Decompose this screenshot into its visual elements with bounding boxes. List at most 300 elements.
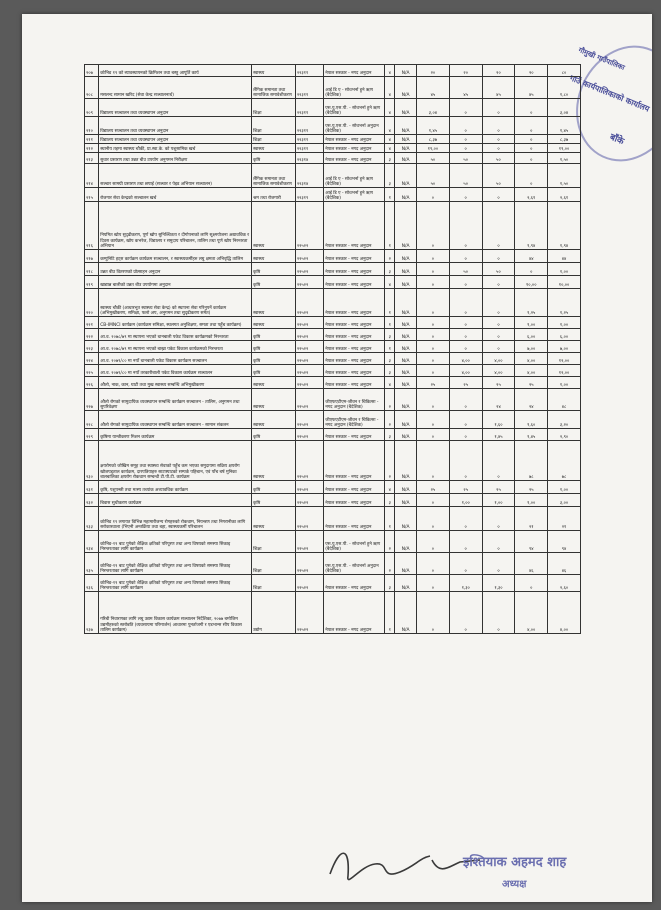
cell-sector: शिक्षा: [252, 531, 296, 553]
cell-total: ८०: [548, 65, 581, 77]
cell-q3: १,४५: [515, 429, 548, 441]
table-row: [85, 553, 581, 575]
cell-source: नेपाल सरकार - नगद अनुदान: [324, 365, 385, 377]
cell-sector: कृषि: [252, 481, 296, 494]
cell-code: २२५२२: [295, 263, 323, 276]
cell-sector: स्वास्थ्य: [252, 507, 296, 531]
cell-q: ४: [385, 99, 395, 117]
table-row: [85, 494, 581, 507]
cell-sn: २३६: [85, 575, 99, 592]
cell-q1: २५: [449, 377, 482, 389]
cell-q: २: [385, 531, 395, 553]
cell-sector: स्वास्थ्य: [252, 411, 296, 429]
table-row: [85, 144, 581, 153]
cell-q3: १,९४: [515, 202, 548, 250]
cell-unit: N/A: [395, 164, 417, 188]
cell-q: ४: [385, 377, 395, 389]
cell-q1: १,००: [449, 494, 482, 507]
cell-t: ०: [417, 507, 450, 531]
cell-unit: N/A: [395, 289, 417, 317]
cell-source: नेपाल सरकार - नगद अनुदान: [324, 276, 385, 289]
cell-t: ०: [417, 365, 450, 377]
cell-unit: N/A: [395, 411, 417, 429]
cell-q2: ०: [482, 341, 515, 353]
cell-total: २,९०: [548, 429, 581, 441]
cell-q3: १,६०: [515, 411, 548, 429]
cell-q1: ०: [449, 99, 482, 117]
cell-sn: २०८: [85, 77, 99, 99]
table-row: [85, 276, 581, 289]
cell-source: नेपाल सरकार - नगद अनुदान: [324, 329, 385, 341]
cell-sn: २३४: [85, 531, 99, 553]
cell-activity: स्वास्थ्य चौकी (आधारभूत स्वास्थ्य सेवा केन्द्र) को स्थापना सेवा गरिनुपर्ने कार्यक्रम (अभिमुखीकरण, समिक्षा, फलो अप, अनुगमन तथा सुदृढीकरण समेत): [99, 289, 252, 317]
cell-q3: ०: [515, 575, 548, 592]
cell-q1: ४,००: [449, 365, 482, 377]
cell-source: एस.यु.एस.पी. - सोधभर्ना अनुदान (बैदेशिक): [324, 553, 385, 575]
cell-total: ४८: [548, 389, 581, 411]
cell-code: २२३११: [295, 144, 323, 153]
seal-text-1: गौमुखी गाउँपालिका: [577, 45, 627, 72]
cell-code: २२५२२: [295, 353, 323, 365]
cell-q2: ०: [482, 329, 515, 341]
cell-sn: २११: [85, 135, 99, 144]
cell-total: ४४: [548, 250, 581, 263]
cell-q1: ०: [449, 329, 482, 341]
cell-q2: ०: [482, 250, 515, 263]
cell-code: २२५२२: [295, 481, 323, 494]
cell-t: ३,०४: [417, 99, 450, 117]
cell-code: २२५२२: [295, 531, 323, 553]
cell-q2: २४: [482, 389, 515, 411]
cell-q: २: [385, 250, 395, 263]
cell-t: ०: [417, 592, 450, 634]
cell-unit: N/A: [395, 329, 417, 341]
cell-q1: ०: [449, 289, 482, 317]
cell-q: २: [385, 389, 395, 411]
cell-q: ३: [385, 494, 395, 507]
cell-q: १: [385, 188, 395, 202]
cell-q1: ०: [449, 202, 482, 250]
cell-q3: ४,००: [515, 353, 548, 365]
cell-q3: १,००: [515, 494, 548, 507]
cell-unit: N/A: [395, 353, 417, 365]
cell-sector: श्रम तथा रोजगारी: [252, 188, 296, 202]
cell-sn: २१२: [85, 144, 99, 153]
cell-code: २२३११: [295, 135, 323, 144]
cell-sector: शिक्षा: [252, 135, 296, 144]
cell-q3: २१: [515, 507, 548, 531]
cell-q2: ५०: [482, 263, 515, 276]
cell-sector: कृषि: [252, 276, 296, 289]
cell-unit: N/A: [395, 65, 417, 77]
cell-total: १२,००: [548, 353, 581, 365]
cell-total: २१: [548, 507, 581, 531]
cell-q3: ७,००: [515, 341, 548, 353]
cell-activity: आ.व. २०७९/८० मा नयाँ तरकारीबाली पकेट विकास कार्यक्रम सञ्चालन: [99, 365, 252, 377]
cell-sn: २२८: [85, 411, 99, 429]
cell-q3: ९४: [515, 531, 548, 553]
cell-q3: १,००: [515, 317, 548, 329]
cell-activity: बिवास सुधीकरण कार्यक्रम: [99, 494, 252, 507]
cell-total: ६,००: [548, 329, 581, 341]
cell-q1: ०: [449, 531, 482, 553]
cell-sn: २२१: [85, 317, 99, 329]
cell-source: नेपाल सरकार - नगद अनुदान: [324, 135, 385, 144]
cell-t: ०: [417, 341, 450, 353]
cell-sn: २२३: [85, 341, 99, 353]
cell-q: ३: [385, 353, 395, 365]
cell-q2: ०: [482, 144, 515, 153]
cell-q2: ५०: [482, 164, 515, 188]
cell-sn: २२४: [85, 353, 99, 365]
cell-t: ०: [417, 531, 450, 553]
cell-activity: CB-IMNCI कार्यक्रम (कार्यक्रम समिक्षा, स्थलगत अनुशिक्षण, समता तथा पहुँच कार्यक्रम): [99, 317, 252, 329]
cell-q: १: [385, 317, 395, 329]
cell-q1: ५०: [449, 263, 482, 276]
table-row: [85, 135, 581, 144]
cell-t: ०: [417, 188, 450, 202]
cell-q1: ०: [449, 441, 482, 481]
cell-q: ४: [385, 144, 395, 153]
cell-code: २२३१४: [295, 153, 323, 164]
cell-q: २: [385, 441, 395, 481]
cell-q2: ०: [482, 276, 515, 289]
cell-q3: २५: [515, 377, 548, 389]
cell-q1: ०: [449, 276, 482, 289]
cell-activity: सञ्चार सामग्री प्रसारण तथा छपाई (सञ्चार र पेइड अभियान सञ्चालन): [99, 164, 252, 188]
cell-unit: N/A: [395, 77, 417, 99]
table-row: [85, 317, 581, 329]
cell-t: ०: [417, 353, 450, 365]
table-row: [85, 329, 581, 341]
cell-t: २०: [417, 65, 450, 77]
cell-activity: रोजगार सेवा केन्द्रको सञ्चालन खर्च: [99, 188, 252, 202]
cell-sector: स्वास्थ्य: [252, 389, 296, 411]
cell-t: २५: [417, 481, 450, 494]
cell-source: नेपाल सरकार - नगद अनुदान: [324, 263, 385, 276]
cell-total: ८,३७: [548, 135, 581, 144]
cell-source: जीएफएटीएम-जीवन र चिकित्सा - नगद अनुदान (बैदेशिक): [324, 411, 385, 429]
table-row: [85, 531, 581, 553]
cell-q: ३: [385, 575, 395, 592]
cell-t: ०: [417, 250, 450, 263]
cell-q1: ०: [449, 188, 482, 202]
cell-sector: स्वास्थ्य: [252, 250, 296, 263]
cell-sn: २२०: [85, 289, 99, 317]
cell-activity: कोभिड १९ को ब्यावस्थापनको क्रिमिशन तथा बस्तु आपूर्ति कार्य: [99, 65, 252, 77]
cell-q3: ०: [515, 135, 548, 144]
cell-source: नेपाल सरकार - नगद अनुदान: [324, 441, 385, 481]
cell-total: २,६१: [548, 188, 581, 202]
table-row: [85, 441, 581, 481]
cell-t: ४५: [417, 77, 450, 99]
cell-code: २२५२२: [295, 494, 323, 507]
table-row: [85, 65, 581, 77]
cell-unit: N/A: [395, 263, 417, 276]
cell-t: १,४५: [417, 117, 450, 135]
cell-sn: २१७: [85, 250, 99, 263]
cell-q3: ०: [515, 144, 548, 153]
cell-t: ०: [417, 289, 450, 317]
cell-q3: २५: [515, 481, 548, 494]
cell-sector: कृषि: [252, 429, 296, 441]
cell-activity: कम्युनिटि हट्स कार्यक्रम कार्यक्रम सञ्चालन, र स्वास्थ्यकर्मीहरु लघु क्षमता अभिवृद्धि तालिम: [99, 250, 252, 263]
cell-q2: ०: [482, 507, 515, 531]
cell-t: ५०: [417, 153, 450, 164]
cell-unit: N/A: [395, 341, 417, 353]
table-row: [85, 575, 581, 592]
cell-source: नेपाल सरकार - नगद अनुदान: [324, 65, 385, 77]
cell-activity: क्षयरोगको जोखिम समूह तथा स्वास्थ्य सेवाको पहुँच कम भएका समुदायमा सक्रिय क्षयरोग खोजपड्ताल कार्यक्रम, दारपत्रियाहरु साटफ्याटको सम्पर्क पहिचान, एवं पाँच बर्ष मुनिका बालबालिका क्षयरोग रोकथाम सम्बन्धी टी.पी.टी. कार्यक्रम: [99, 441, 252, 481]
cell-unit: N/A: [395, 188, 417, 202]
cell-source: आई डि ए - सोधभर्ना हुने ऋण (बैदेशिक): [324, 188, 385, 202]
cell-sector: लैंगिक समानता तथा सामाजिक समावेशीकरण: [252, 164, 296, 188]
cell-q2: ४५: [482, 77, 515, 99]
cell-sn: २०७: [85, 65, 99, 77]
table-row: [85, 188, 581, 202]
cell-source: एस.यु.एस.पी. - सोधभर्ना हुने ऋण (बैदेशिक): [324, 531, 385, 553]
cell-t: ०: [417, 553, 450, 575]
cell-activity: खाद्यान्न बालीको उन्नत बीउ उपयोगमा अनुदान: [99, 276, 252, 289]
cell-sn: २२२: [85, 329, 99, 341]
cell-q: ४: [385, 481, 395, 494]
cell-q3: २४: [515, 389, 548, 411]
cell-q: १: [385, 202, 395, 250]
table-row: [85, 99, 581, 117]
cell-q1: ०: [449, 144, 482, 153]
cell-source: नेपाल सरकार - नगद अनुदान: [324, 494, 385, 507]
cell-t: ०: [417, 329, 450, 341]
cell-activity: सुधार प्रसारण तथा उन्नत बीउ उपयोग अनुगमन निरीक्षण: [99, 153, 252, 164]
cell-q2: ०: [482, 99, 515, 117]
cell-source: आई डि ए - सोधभर्ना हुने ऋण (बैदेशिक): [324, 164, 385, 188]
cell-q1: २०: [449, 65, 482, 77]
cell-unit: N/A: [395, 377, 417, 389]
budget-table: [84, 64, 581, 634]
cell-sector: शिक्षा: [252, 575, 296, 592]
cell-unit: N/A: [395, 429, 417, 441]
cell-t: ०: [417, 575, 450, 592]
cell-t: ०: [417, 202, 450, 250]
cell-q2: ०: [482, 531, 515, 553]
cell-code: २२३११: [295, 65, 323, 77]
cell-source: नेपाल सरकार - नगद अनुदान: [324, 289, 385, 317]
table-row: [85, 263, 581, 276]
cell-activity: उन्नत बीउ वितरणको प्रोत्साहन अनुदान: [99, 263, 252, 276]
cell-sector: कृषि: [252, 365, 296, 377]
cell-sector: कृषि: [252, 153, 296, 164]
cell-code: २२५२२: [295, 365, 323, 377]
cell-activity: कोभिड-१९ बाट पुगेको शैक्षिक क्षतिको परिपूरण तथा अन्य विषयको समस्या सिकाइ निरन्तरताका लागि कार्यक्रम: [99, 575, 252, 592]
cell-unit: N/A: [395, 153, 417, 164]
cell-source: आई डि ए - सोधभर्ना हुने ऋण (बैदेशिक): [324, 77, 385, 99]
cell-q1: ०: [449, 135, 482, 144]
cell-total: १,८०: [548, 77, 581, 99]
cell-q3: २०: [515, 65, 548, 77]
cell-q: ४: [385, 117, 395, 135]
cell-unit: N/A: [395, 250, 417, 263]
table-row: [85, 250, 581, 263]
cell-total: १,००: [548, 377, 581, 389]
table-row: [85, 389, 581, 411]
cell-sector: कृषि: [252, 329, 296, 341]
cell-activity: कोभिड-१९ बाट पुगेको शैक्षिक क्षतिको परिपूरण तथा अन्य विषयको समस्या सिकाइ निरन्तरताका लागि कार्यक्रम: [99, 531, 252, 553]
cell-unit: N/A: [395, 481, 417, 494]
cell-source: एस.यु.एस.पी. - सोधभर्ना अनुदान (बैदेशिक): [324, 117, 385, 135]
cell-q2: ४,००: [482, 365, 515, 377]
cell-sector: शिक्षा: [252, 553, 296, 575]
cell-unit: N/A: [395, 317, 417, 329]
cell-sn: २१४: [85, 164, 99, 188]
cell-code: २२३१४: [295, 164, 323, 188]
cell-q: ३: [385, 263, 395, 276]
cell-sector: स्वास्थ्य: [252, 202, 296, 250]
cell-sn: २१६: [85, 202, 99, 250]
cell-source: नेपाल सरकार - नगद अनुदान: [324, 250, 385, 263]
cell-total: १२,००: [548, 365, 581, 377]
table-row: [85, 365, 581, 377]
cell-q2: १,००: [482, 494, 515, 507]
table-row: [85, 341, 581, 353]
cell-source: नेपाल सरकार - नगद अनुदान: [324, 202, 385, 250]
cell-unit: N/A: [395, 135, 417, 144]
cell-code: २२५२२: [295, 575, 323, 592]
cell-q: ३: [385, 164, 395, 188]
cell-sector: स्वास्थ्य: [252, 441, 296, 481]
cell-q2: ०: [482, 553, 515, 575]
cell-total: १०,००: [548, 276, 581, 289]
cell-unit: N/A: [395, 117, 417, 135]
cell-unit: N/A: [395, 507, 417, 531]
cell-sn: २२५: [85, 365, 99, 377]
table-row: [85, 481, 581, 494]
cell-q1: ०: [449, 507, 482, 531]
cell-activity: कोभिड १९ लगायत विभिन्न महामारीजन्य रोगहरुको रोकथाम, नियन्त्रण तथा निगरानीका लागि सरोकारवाला (भिएनी अन्तर्क्रिया तथा बहा, स्वास्थ्यकर्मी परिचालन: [99, 507, 252, 531]
cell-total: १,४५: [548, 117, 581, 135]
cell-activity: स्थानीय तहमा स्वास्थ्य चौकी, प्रा.स्वा.के. को पशुसामिक खर्च: [99, 144, 252, 153]
cell-q: ४: [385, 77, 395, 99]
cell-q1: २५: [449, 481, 482, 494]
cell-sector: स्वास्थ्य: [252, 65, 296, 77]
cell-q2: ०: [482, 188, 515, 202]
cell-q2: २०: [482, 65, 515, 77]
cell-q2: ०: [482, 592, 515, 634]
cell-activity: कृषि, पशुपन्छी तथा मत्स्य तथ्यांक अध्यावधिक कार्यक्रम: [99, 481, 252, 494]
cell-q2: ०: [482, 202, 515, 250]
cell-total: ३,२०: [548, 411, 581, 429]
table-row: [85, 353, 581, 365]
cell-q2: १,३०: [482, 575, 515, 592]
cell-sector: कृषि: [252, 353, 296, 365]
cell-source: नेपाल सरकार - नगद अनुदान: [324, 317, 385, 329]
cell-t: ०: [417, 276, 450, 289]
table-row: [85, 429, 581, 441]
table-row: [85, 77, 581, 99]
cell-sn: २०९: [85, 99, 99, 117]
cell-code: २२३११: [295, 117, 323, 135]
cell-source: नेपाल सरकार - नगद अनुदान: [324, 153, 385, 164]
cell-total: १,५०: [548, 153, 581, 164]
cell-unit: N/A: [395, 365, 417, 377]
cell-code: २२५२२: [295, 429, 323, 441]
seal-text-3: बाँके: [608, 132, 626, 148]
cell-q: ४: [385, 135, 395, 144]
cell-sector: शिक्षा: [252, 99, 296, 117]
cell-sn: २३५: [85, 553, 99, 575]
cell-q2: १,६०: [482, 411, 515, 429]
signatory-title: अध्यक्ष: [502, 879, 527, 890]
cell-q3: ०: [515, 153, 548, 164]
cell-code: २२५२२: [295, 202, 323, 250]
cell-unit: N/A: [395, 202, 417, 250]
cell-unit: N/A: [395, 553, 417, 575]
cell-code: २२५२२: [295, 553, 323, 575]
cell-t: ०: [417, 411, 450, 429]
cell-q2: ४,००: [482, 353, 515, 365]
cell-q2: ०: [482, 289, 515, 317]
cell-unit: N/A: [395, 144, 417, 153]
cell-activity: विद्यालय सञ्चालन तथा व्यवस्थापन अनुदान: [99, 135, 252, 144]
cell-q3: १,२५: [515, 289, 548, 317]
cell-t: ०: [417, 317, 450, 329]
cell-total: १,००: [548, 317, 581, 329]
cell-sector: स्वास्थ्य: [252, 377, 296, 389]
cell-q3: ४५: [515, 77, 548, 99]
cell-code: २२५२२: [295, 377, 323, 389]
cell-sn: २२९: [85, 429, 99, 441]
cell-code: २२३११: [295, 77, 323, 99]
cell-source: जीएफएटीएम-जीवन र चिकित्सा - नगद अनुदान (बैदेशिक): [324, 389, 385, 411]
cell-code: २२५२२: [295, 411, 323, 429]
cell-activity: आ.व. २०७९/८० मा नयाँ धानबाली पकेट विकास कार्यक्रम सञ्चालन: [99, 353, 252, 365]
cell-q3: ०: [515, 164, 548, 188]
cell-sn: २३०: [85, 441, 99, 481]
table-row: [85, 592, 581, 634]
cell-t: ५०: [417, 164, 450, 188]
cell-t: ०: [417, 494, 450, 507]
cell-unit: N/A: [395, 389, 417, 411]
cell-sector: उद्योग: [252, 592, 296, 634]
cell-q1: ०: [449, 429, 482, 441]
cell-q3: ०: [515, 117, 548, 135]
cell-total: १,००: [548, 263, 581, 276]
cell-q3: ६,००: [515, 329, 548, 341]
cell-sector: कृषि: [252, 341, 296, 353]
cell-q2: २५: [482, 481, 515, 494]
cell-unit: N/A: [395, 276, 417, 289]
table-row: [85, 289, 581, 317]
cell-sn: २१८: [85, 263, 99, 276]
cell-activity: कृषिमा यान्त्रीकरण मिशन कार्यक्रम: [99, 429, 252, 441]
cell-sn: २३३: [85, 507, 99, 531]
cell-sector: स्वास्थ्य: [252, 289, 296, 317]
cell-q1: ०: [449, 411, 482, 429]
cell-activity: औलो, नाक, कान, घाटी तथा मुख स्वास्थ्य सम्बन्धि अभिमुखीकरण: [99, 377, 252, 389]
cell-t: ८,३७: [417, 135, 450, 144]
cell-q2: २५: [482, 377, 515, 389]
cell-q2: ०: [482, 117, 515, 135]
cell-activity: आ.व. २०७८/७९ मा स्थापना भएको बाख्रा पकेट विकास कार्यक्रमको निरन्तरता: [99, 341, 252, 353]
cell-code: २२५२२: [295, 389, 323, 411]
cell-code: २२३१९: [295, 188, 323, 202]
cell-q2: ०: [482, 135, 515, 144]
cell-t: ०: [417, 429, 450, 441]
cell-q: १: [385, 592, 395, 634]
cell-q2: ०: [482, 441, 515, 481]
cell-q1: ४,००: [449, 353, 482, 365]
cell-q3: ४४: [515, 250, 548, 263]
cell-q3: २,६१: [515, 188, 548, 202]
